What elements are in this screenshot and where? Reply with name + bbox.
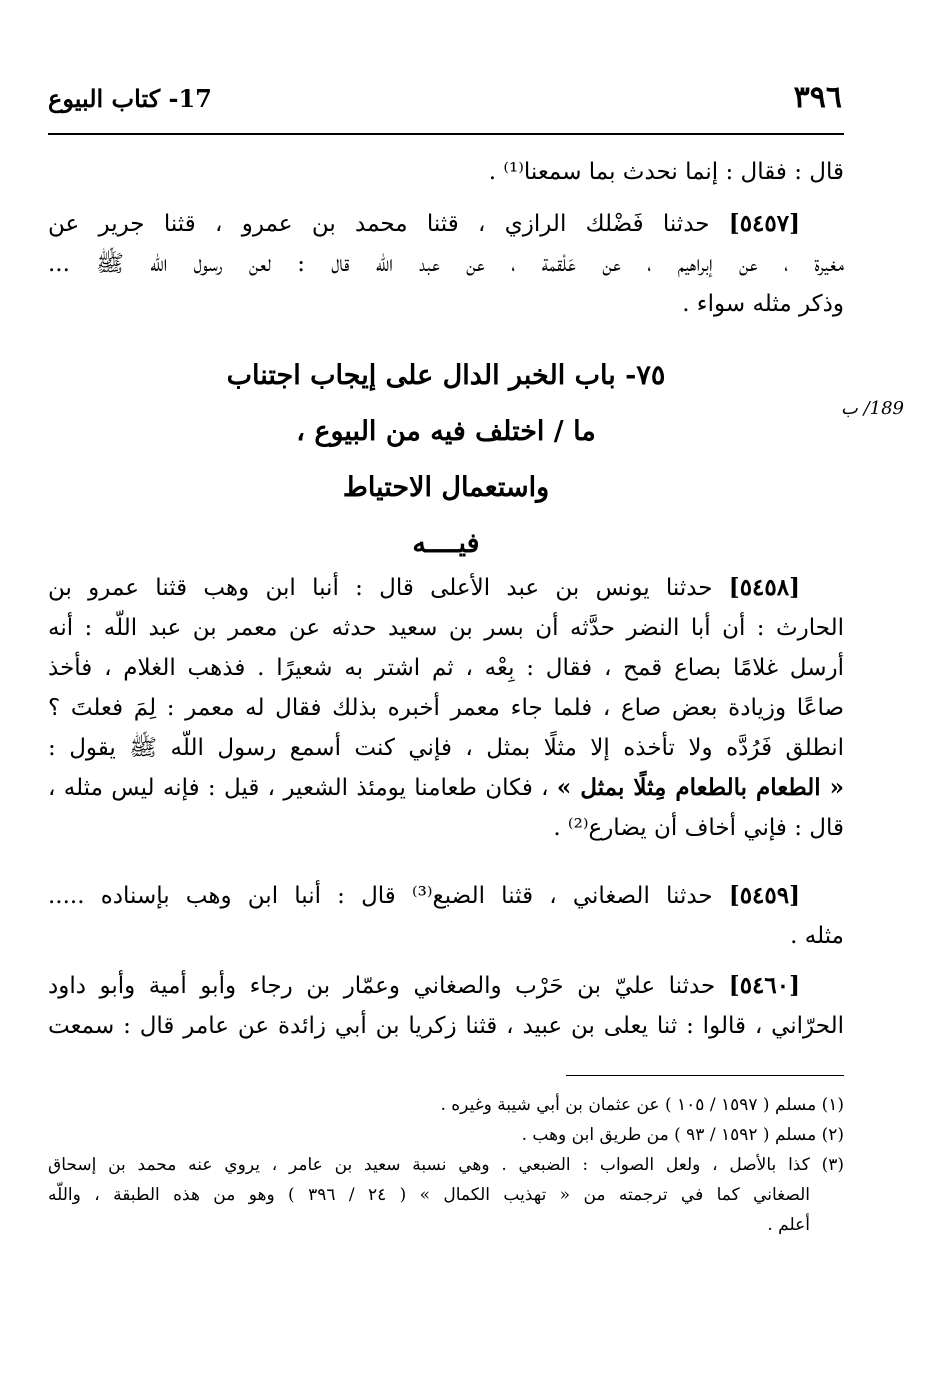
hadith-line [48,768,844,808]
footnote-3-cont: الصغاني كما في ترجمته من « تهذيب الكمال » ( ٢٤ / ٣٩٦ ) وهو من هذه الطبقة ، واللّه [48,1185,810,1205]
prophetic-saying: « الطعام بالطعام مِثلًا بمثل » [556,774,844,801]
hadith-text: حدثنا فَضْلك الرازي ، قثنا محمد بن عمرو ، قثنا جرير عن [48,211,710,237]
hadith-line: انطلق فَرُدَّه ولا تأخذه إلا مثلًا بمثل ، فإني كنت أسمع رسول اللّه ﷺ يقول : [48,735,844,761]
hadith-line: أرسل غلامًا بصاع قمح ، فقال : بِعْه ، ثم اشتر به شعيرًا . فذهب الغلام ، فأخذ [48,655,844,681]
hadith-5460 [48,966,844,1046]
hadith-number: [٥٤٦٠] [728,972,800,999]
hadith-text: ، فكان طعامنا يومئذ الشعير ، قيل : فإنه ليس مثله ، [48,775,557,801]
footnote-rule [566,1075,844,1076]
footnote-3: (٣) كذا بالأصل ، ولعل الصواب : الضبعي . وهي نسبة سعيد بن عامر ، يروي عنه محمد بن إسحاق [48,1155,844,1175]
hadith-line: قال : فإني أخاف أن يضارع⁽²⁾ . [553,815,844,841]
hadith-5459 [48,876,844,956]
manuscript-folio-note: 189/ ب [840,398,904,419]
chapter-title-line: ٧٥- باب الخبر الدال على إيجاب اجتناب [226,360,666,391]
book-title: 17- كتاب البيوع [48,84,212,113]
chapter-title-line: فيــــه [412,528,480,559]
hadith-line: مثله . [790,923,844,949]
hadith-text: حدثنا الصغاني ، قثنا الضبع⁽³⁾ قال : أنبا ابن وهب بإسناده ..... [48,883,713,909]
hadith-line [48,204,844,244]
hadith-5458 [48,568,844,848]
page-number: ٣٩٦ [793,80,842,115]
footnote-1: (١) مسلم ( ١٥٩٧ / ١٠٥ ) عن عثمان بن أبي شيبة وغيره . [440,1095,844,1115]
hadith-line: صاعًا وزيادة بعض صاع ، فلما جاء معمر أخبره بذلك فقال له معمر : لِمَ فعلتَ ؟ [48,695,844,721]
hadith-line: وذكر مثله سواء . [682,291,844,317]
footnotes [48,1090,844,1240]
footnote-2: (٢) مسلم ( ١٥٩٢ / ٩٣ ) من طريق ابن وهب . [521,1125,844,1145]
chapter-title-line: واستعمال الاحتياط [342,472,550,503]
header-rule [48,133,844,135]
hadith-line [48,876,844,916]
hadith-line [48,568,844,608]
hadith-number: [٥٤٥٧] [728,210,800,237]
hadith-number: [٥٤٥٩] [728,882,801,909]
hadith-number: [٥٤٥٨] [728,574,800,601]
chapter-title-line: ما / اختلف فيه من البيوع ، [296,416,596,447]
footnote-3-cont: أعلم . [767,1215,810,1235]
hadith-text: حدثنا عليّ بن حَرْب والصغاني وعمّار بن رجاء وأبو أمية وأبو داود [48,973,716,999]
hadith-line: الحرّاني ، قالوا : ثنا يعلى بن عبيد ، قثنا زكريا بن أبي زائدة عن عامر قال : سمعت [48,1013,844,1039]
intro-paragraph [48,152,844,192]
chapter-heading [48,348,844,572]
hadith-line: مغيرة ، عن إبراهيم ، عن عَلْقمة ، عن عبد اللّه قال : لعن رسول اللّه ﷺ ... [48,251,844,277]
hadith-5457 [48,204,844,324]
hadith-text: حدثنا يونس بن عبد الأعلى قال : أنبا ابن وهب قثنا عمرو بن [48,575,713,601]
hadith-line: الحارث : أن أبا النضر حدَّثه أن بسر بن سعيد حدثه عن معمر بن عبد اللّه : أنه [48,615,844,641]
intro-line: قال : فقال : إنما نحدث بما سمعنا⁽¹⁾ . [488,159,844,185]
hadith-line [48,966,844,1006]
